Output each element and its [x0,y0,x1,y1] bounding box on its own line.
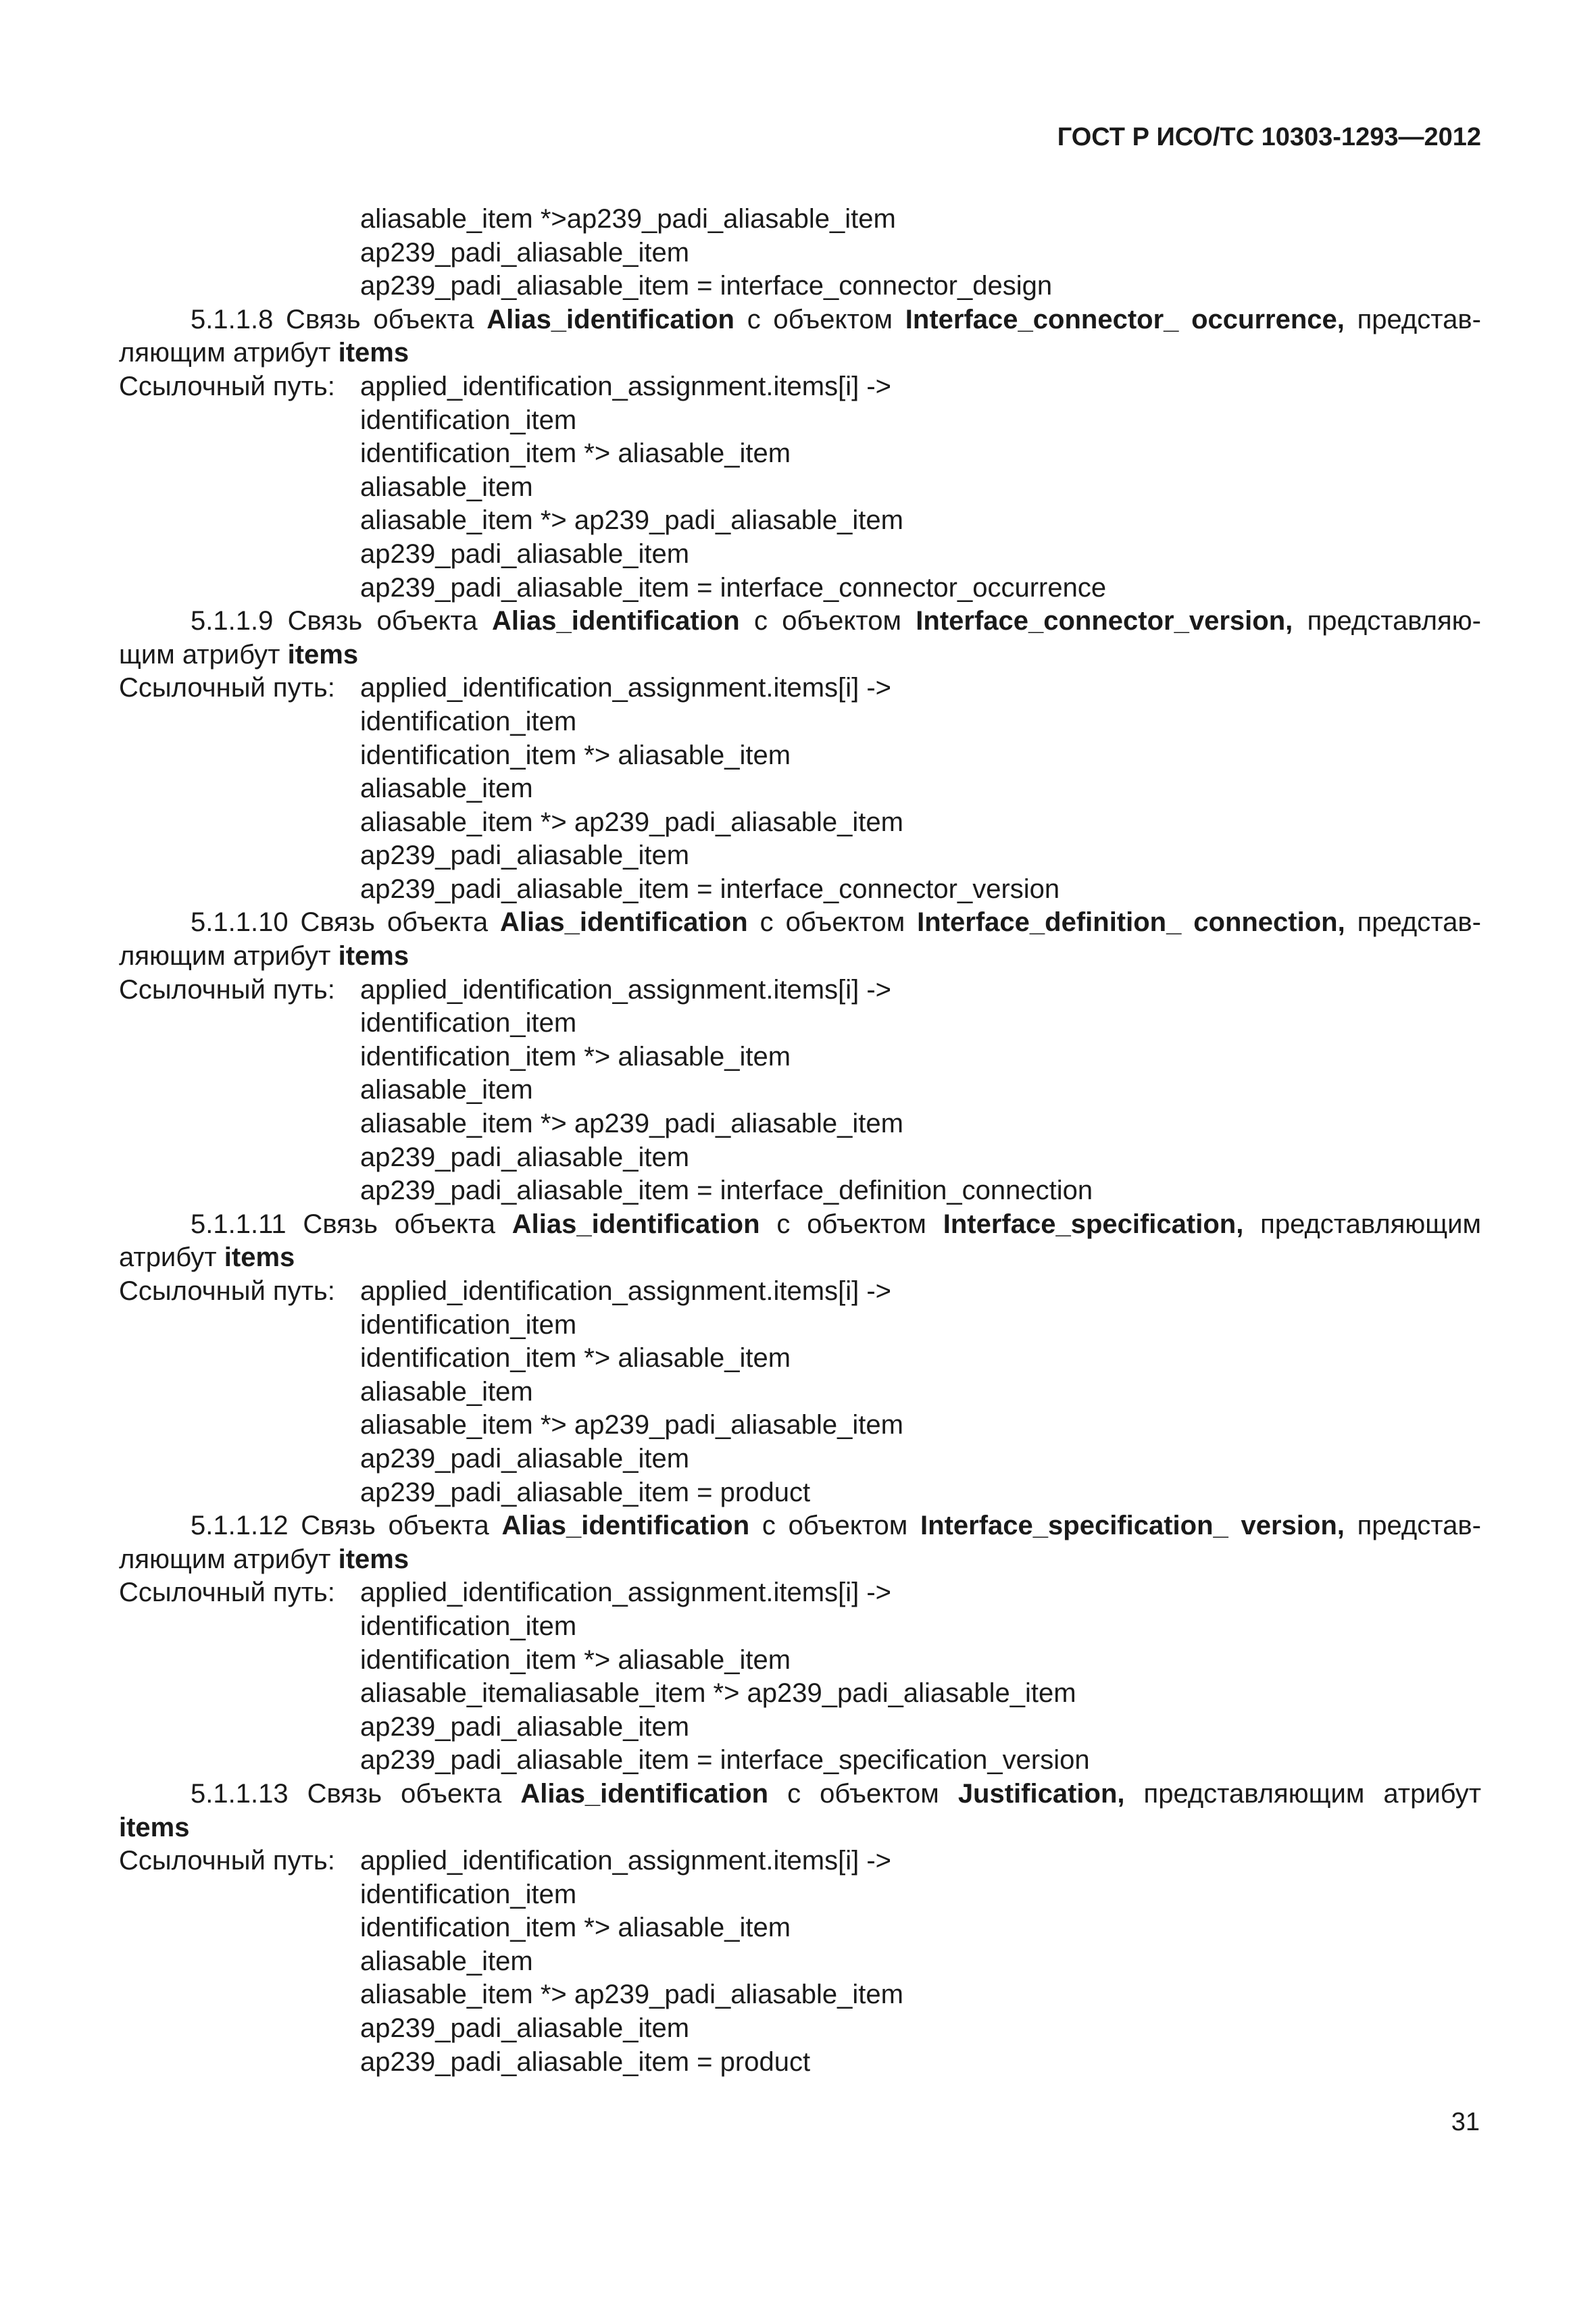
path-line: identification_item [360,405,577,435]
path-line: ap239_padi_aliasable_item = interface_definition_connection [360,1176,1093,1206]
path-line: aliasable_item *> ap239_padi_aliasable_item [360,1109,903,1139]
path-line: identification_item *> aliasable_item [360,1913,791,1943]
path-line: ap239_padi_aliasable_item [360,1711,690,1742]
section-heading: 5.1.1.10 Связь объекта Alias_identification с объектом Interface_definition_ connection, представ- [191,907,1481,938]
ref-path-label: Ссылочный путь: [119,1846,335,1876]
section-heading-cont: щим атрибут items [119,639,359,670]
path-line: identification_item *> aliasable_item [360,740,791,770]
path-line: identification_item [360,1879,577,1909]
ref-path-label: Ссылочный путь: [119,673,335,703]
path-line: aliasable_item [360,774,533,804]
path-line: identification_item *> aliasable_item [360,438,791,469]
path-line: ap239_padi_aliasable_item = interface_connector_version [360,874,1060,904]
section-5-1-1-9 [119,605,1481,906]
section-heading: 5.1.1.9 Связь объекта Alias_identification с объектом Interface_connector_version, представляю- [191,606,1481,636]
path-line: identification_item [360,706,577,736]
ref-path-line: Ссылочный путь: applied_identification_assignment.items[i] -> [119,370,1481,404]
path-line: identification_item *> aliasable_item [360,1041,791,1072]
path-line: ap239_padi_aliasable_item [360,1142,690,1172]
section-5-1-1-10 [119,906,1481,1207]
path-line: identification_item *> aliasable_item [360,1343,791,1374]
path-line: identification_item [360,1611,577,1641]
path-line: aliasable_itemaliasable_item *> ap239_padi_aliasable_item [360,1678,1076,1709]
path-line: identification_item [360,1309,577,1340]
path-line: ap239_padi_aliasable_item [360,538,690,569]
page-content [119,203,1481,2079]
text-line: ap239_padi_aliasable_item [360,237,690,268]
page-number: 31 [1451,2108,1480,2136]
ref-path-label: Ссылочный путь: [119,1276,335,1306]
path-line: aliasable_item *> ap239_padi_aliasable_item [360,505,903,536]
section-heading-cont: items [119,1812,190,1842]
path-line: aliasable_item [360,1075,533,1105]
ref-path-label: Ссылочный путь: [119,371,335,401]
path-line: ap239_padi_aliasable_item = interface_connector_occurrence [360,572,1107,603]
section-heading-cont: ляющим атрибут items [119,1544,409,1574]
ref-path-line: Ссылочный путь: applied_identification_assignment.items[i] -> [119,1275,1481,1309]
path-line: ap239_padi_aliasable_item [360,1443,690,1474]
path-line: aliasable_item [360,1376,533,1407]
section-heading: 5.1.1.12 Связь объекта Alias_identification с объектом Interface_specification_ version, представ- [191,1511,1481,1541]
path-line: ap239_padi_aliasable_item = product [360,2046,811,2077]
path-line: identification_item *> aliasable_item [360,1644,791,1675]
ref-path-label: Ссылочный путь: [119,974,335,1005]
path-line: aliasable_item *> ap239_padi_aliasable_item [360,1980,903,2010]
document-header: ГОСТ Р ИСО/ТС 10303-1293—2012 [1057,123,1481,151]
section-heading: 5.1.1.13 Связь объекта Alias_identification с объектом Justification, представляющим атрибут [191,1778,1482,1809]
section-heading: 5.1.1.8 Связь объекта Alias_identification с объектом Interface_connector_ occurrence, представ- [191,304,1481,334]
ref-path-line: Ссылочный путь: applied_identification_assignment.items[i] -> [119,1844,1481,1878]
section-5-1-1-12 [119,1509,1481,1778]
ref-path-label: Ссылочный путь: [119,1578,335,1608]
path-line: aliasable_item [360,472,533,502]
ref-path-line: Ссылочный путь: applied_identification_assignment.items[i] -> [119,974,1481,1007]
path-line: aliasable_item [360,1946,533,1976]
ref-path-line: Ссылочный путь: applied_identification_assignment.items[i] -> [119,672,1481,705]
section-heading-cont: ляющим атрибут items [119,941,409,972]
section-5-1-1-11 [119,1208,1481,1509]
path-line: aliasable_item *> ap239_padi_aliasable_item [360,807,903,837]
path-line: identification_item [360,1008,577,1038]
ref-path-line: Ссылочный путь: applied_identification_assignment.items[i] -> [119,1576,1481,1610]
section-5-1-1-8 [119,303,1481,605]
text-line: aliasable_item *>ap239_padi_aliasable_item [360,204,896,234]
section-heading-cont: ляющим атрибут items [119,338,409,368]
path-line: aliasable_item *> ap239_padi_aliasable_item [360,1410,903,1440]
text-line: ap239_padi_aliasable_item = interface_connector_design [360,271,1053,301]
path-line: ap239_padi_aliasable_item = interface_specification_version [360,1745,1090,1776]
section-heading-cont: атрибут items [119,1242,295,1273]
section-5-1-1-13 [119,1778,1481,2079]
path-line: ap239_padi_aliasable_item = product [360,1477,811,1507]
path-line: ap239_padi_aliasable_item [360,840,690,871]
path-line: ap239_padi_aliasable_item [360,2013,690,2044]
section-heading: 5.1.1.11 Связь объекта Alias_identification с объектом Interface_specification, представляющим [191,1209,1481,1239]
